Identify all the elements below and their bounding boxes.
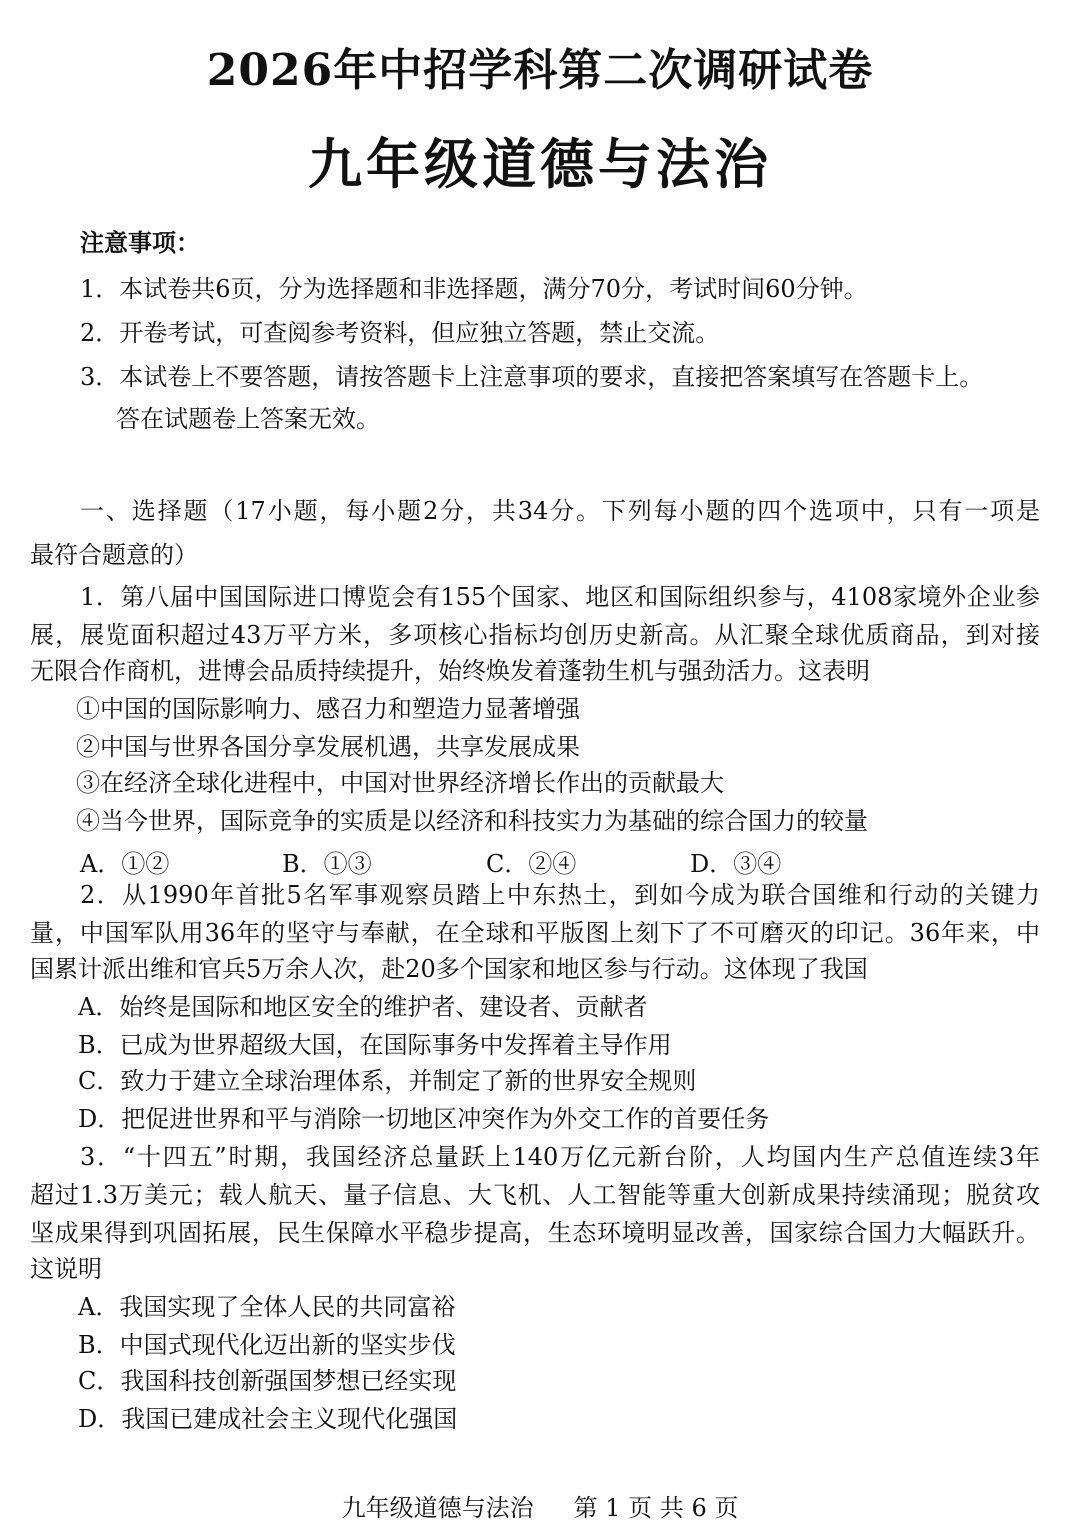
q2-option-d: D．把促进世界和平与消除一切地区冲突作为外交工作的首要任务 xyxy=(78,1105,770,1133)
q1-option-d: D．③④ xyxy=(690,850,782,878)
q2-option-c: C．致力于建立全球治理体系，并制定了新的世界安全规则 xyxy=(78,1067,697,1095)
q3-stem-line-1: 3．“十四五”时期，我国经济总量跃上140万亿元新台阶，人均国内生产总值连续3年 xyxy=(80,1143,1040,1171)
q1-statement-2: ②中国与世界各国分享发展机遇，共享发展成果 xyxy=(76,733,580,761)
q3-option-b: B．中国式现代化迈出新的坚实步伐 xyxy=(78,1331,456,1359)
q1-option-a: A．①② xyxy=(80,850,170,878)
q2-stem-line-3: 国累计派出维和官兵5万余人次，赴20多个国家和地区参与行动。这体现了我国 xyxy=(30,955,868,983)
q3-stem-line-2: 超过1.3万美元；载人航天、量子信息、大飞机、人工智能等重大创新成果持续涌现；脱贫攻 xyxy=(30,1181,1040,1209)
section-heading: 一、选择题（17小题，每小题2分，共34分。下列每小题的四个选项中，只有一项是 xyxy=(80,497,1040,525)
q3-option-d: D．我国已建成社会主义现代化强国 xyxy=(78,1405,458,1433)
exam-subject-title: 九年级道德与法治 xyxy=(308,132,772,196)
notice-heading: 注意事项： xyxy=(80,228,200,257)
q1-stem-line-2: 展，展览面积超过43万平方米，多项核心指标均创历史新高。从汇聚全球优质商品，到对接 xyxy=(30,621,1040,649)
q1-statement-1: ①中国的国际影响力、感召力和塑造力显著增强 xyxy=(76,695,580,723)
q3-option-a: A．我国实现了全体人民的共同富裕 xyxy=(78,1293,456,1321)
q1-statement-3: ③在经济全球化进程中，中国对世界经济增长作出的贡献最大 xyxy=(76,769,724,797)
q3-stem-line-3: 坚成果得到巩固拓展，民生保障水平稳步提高，生态环境明显改善，国家综合国力大幅跃升。 xyxy=(30,1219,1040,1247)
notice-item-3: 3．本试卷上不要答题，请按答题卡上注意事项的要求，直接把答案填写在答题卡上。 xyxy=(80,363,984,391)
q2-stem-line-2: 量，中国军队用36年的坚守与奉献，在全球和平版图上刻下了不可磨灭的印记。36年来，中 xyxy=(30,919,1040,947)
footer-subject: 九年级道德与法治 xyxy=(341,1494,534,1522)
q1-options xyxy=(80,844,980,878)
q1-option-b: B．①③ xyxy=(282,850,372,878)
q3-option-c: C．我国科技创新强国梦想已经实现 xyxy=(78,1367,457,1395)
exam-title: 2026年中招学科第二次调研试卷 xyxy=(206,45,874,96)
footer-page-number: 第 1 页 共 6 页 xyxy=(573,1494,739,1522)
q1-statement-4: ④当今世界，国际竞争的实质是以经济和科技实力为基础的综合国力的较量 xyxy=(76,807,868,835)
q2-stem-line-1: 2．从1990年首批5名军事观察员踏上中东热土，到如今成为联合国维和行动的关键力 xyxy=(80,881,1040,909)
notice-item-2: 2．开卷考试，可查阅参考资料，但应独立答题，禁止交流。 xyxy=(80,319,720,347)
q1-stem-line-1: 1．第八届中国国际进口博览会有155个国家、地区和国际组织参与，4108家境外企业参 xyxy=(80,583,1040,611)
q2-option-a: A．始终是国际和地区安全的维护者、建设者、贡献者 xyxy=(78,993,648,1021)
q3-stem-line-4: 这说明 xyxy=(30,1255,102,1283)
notice-item-3-cont: 答在试题卷上答案无效。 xyxy=(116,405,380,433)
notice-item-1: 1．本试卷共6页，分为选择题和非选择题，满分70分，考试时间60分钟。 xyxy=(80,275,868,303)
page-footer xyxy=(0,1488,1080,1523)
q1-option-c: C．②④ xyxy=(486,850,577,878)
q2-option-b: B．已成为世界超级大国，在国际事务中发挥着主导作用 xyxy=(78,1031,672,1059)
section-heading-cont: 最符合题意的） xyxy=(30,541,198,569)
q1-stem-line-3: 无限合作商机，进博会品质持续提升，始终焕发着蓬勃生机与强劲活力。这表明 xyxy=(30,657,870,685)
